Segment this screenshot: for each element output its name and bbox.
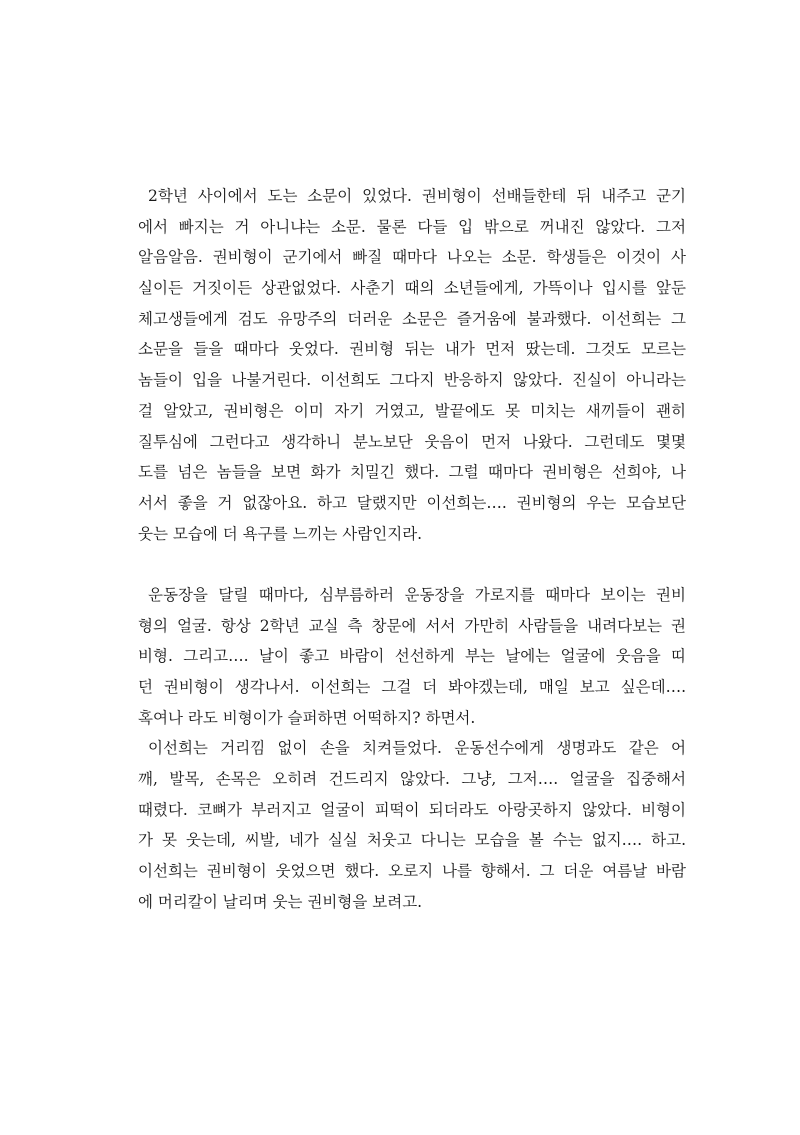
text-line: 걸 알았고, 권비형은 이미 자기 거였고, 발끝에도 못 미치는 새끼들이 괜히: [138, 401, 686, 420]
text-line: 혹여나 라도 비형이가 슬퍼하면 어떡하지? 하면서.: [138, 708, 476, 727]
text-line: 깨, 발목, 손목은 오히려 건드리지 않았다. 그냥, 그저…. 얼굴을 집중해서: [138, 770, 686, 789]
text-line: 가 못 웃는데, 씨발, 네가 실실 처웃고 다니는 모습을 볼 수는 없지…. 하고.: [138, 831, 686, 850]
text-line: 이선희는 거리낌 없이 손을 치켜들었다. 운동선수에게 생명과도 같은 어: [148, 739, 686, 758]
text-line: 소문을 들을 때마다 웃었다. 권비형 뒤는 내가 먼저 땄는데. 그것도 모르는: [138, 340, 686, 359]
paragraph-1: [138, 181, 686, 549]
text-line: 이선희는 권비형이 웃었으면 했다. 오로지 나를 향해서. 그 더운 여름날 바람: [138, 862, 686, 881]
text-line: 형의 얼굴. 항상 2학년 교실 측 창문에 서서 가만히 사람들을 내려다보는 권: [138, 616, 686, 635]
text-line: 운동장을 달릴 때마다, 심부름하러 운동장을 가로지를 때마다 보이는 권비: [148, 585, 686, 604]
text-line: 놈들이 입을 나불거린다. 이선희도 그다지 반응하지 않았다. 진실이 아니라는: [138, 371, 686, 390]
text-line: 서서 좋을 거 없잖아요. 하고 달랬지만 이선희는…. 권비형의 우는 모습보단: [138, 493, 686, 512]
text-line: 알음알음. 권비형이 군기에서 빠질 때마다 나오는 소문. 학생들은 이것이 사: [138, 248, 686, 267]
text-line: 던 권비형이 생각나서. 이선희는 그걸 더 봐야겠는데, 매일 보고 싶은데….: [138, 678, 686, 696]
text-line: 질투심에 그런다고 생각하니 분노보단 웃음이 먼저 나왔다. 그런데도 몇몇: [138, 432, 686, 451]
paragraph-2: [138, 580, 686, 733]
body-text: [138, 181, 686, 918]
text-line: 때렸다. 코뼈가 부러지고 얼굴이 피떡이 되더라도 아랑곳하지 않았다. 비형이: [138, 800, 686, 819]
text-line: 2학년 사이에서 도는 소문이 있었다. 권비형이 선배들한테 뒤 내주고 군기: [148, 187, 686, 205]
text-line: 비형. 그리고…. 날이 좋고 바람이 선선하게 부는 날에는 얼굴에 웃음을 띠: [138, 647, 686, 666]
text-line: 체고생들에게 검도 유망주의 더러운 소문은 즐거움에 불과했다. 이선희는 그: [138, 309, 686, 328]
paragraph-spacer: [138, 549, 686, 580]
text-line: 웃는 모습에 더 욕구를 느끼는 사람인지라.: [138, 524, 423, 543]
text-line: 에서 빠지는 거 아니냐는 소문. 물론 다들 입 밖으로 꺼내진 않았다. 그저: [138, 217, 686, 236]
text-line: 실이든 거짓이든 상관없었다. 사춘기 때의 소년들에게, 가뜩이나 입시를 앞둔: [138, 279, 686, 298]
paragraph-3: [138, 733, 686, 917]
text-line: 도를 넘은 놈들을 보면 화가 치밀긴 했다. 그럴 때마다 권비형은 선희야, 나: [138, 463, 686, 482]
text-line: 에 머리칼이 날리며 웃는 권비형을 보려고.: [138, 892, 423, 911]
